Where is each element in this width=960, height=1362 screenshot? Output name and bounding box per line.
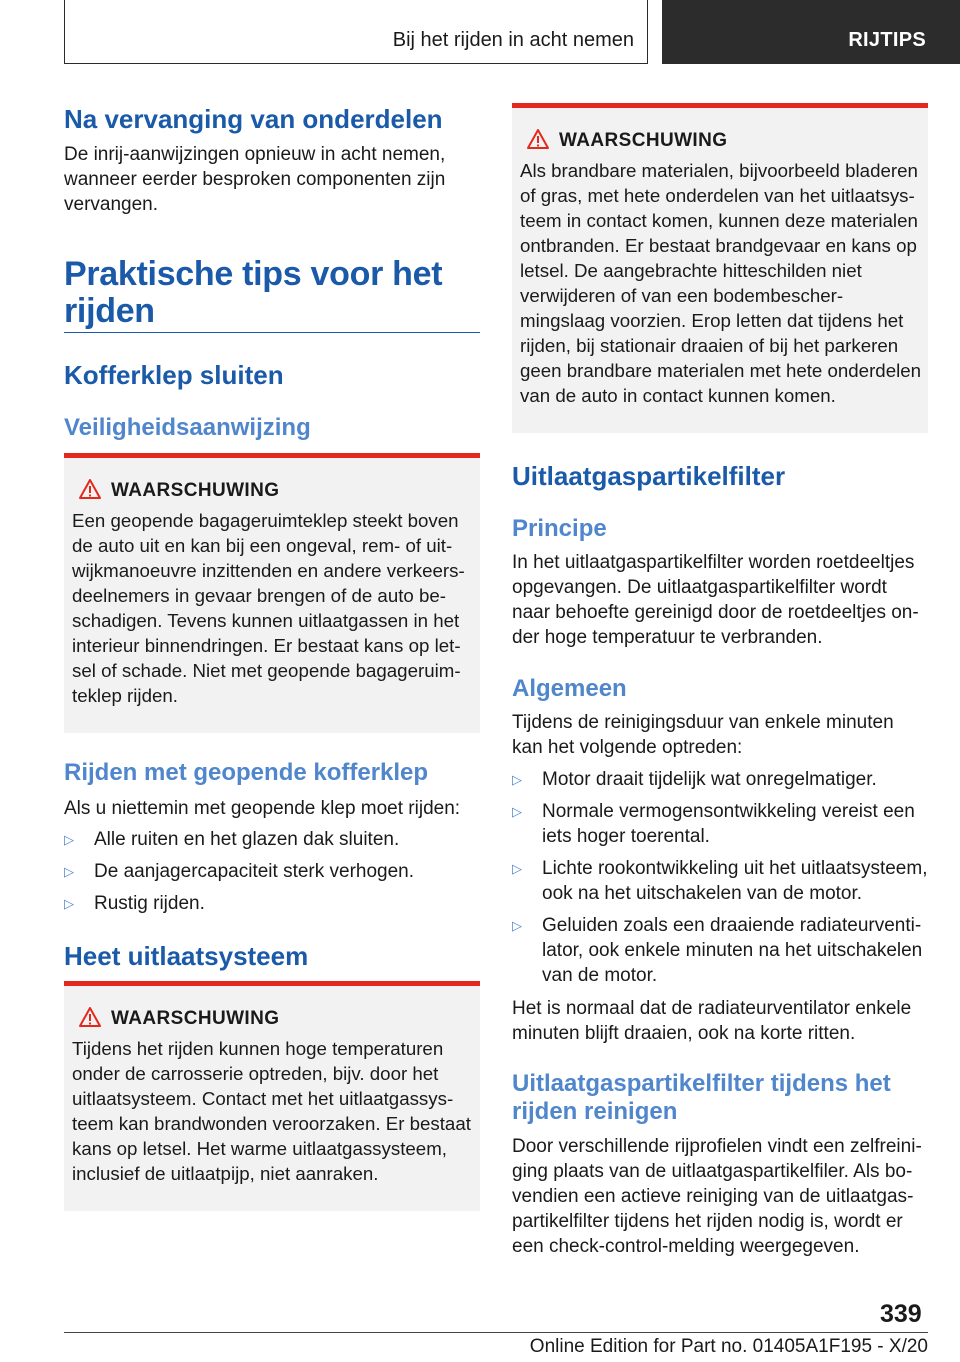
trunk-heading: Kofferklep sluiten (64, 360, 284, 390)
warning-header (520, 130, 922, 152)
header-section-title: Bij het rijden in acht nemen (392, 29, 634, 51)
warning-header (72, 480, 474, 502)
header-chapter-tab (662, 0, 960, 64)
replace-heading: Na vervanging van onderdelen (64, 104, 443, 134)
list-item: ▷ Alle ruiten en het glazen dak sluiten. (64, 829, 400, 850)
warning-box-flammable (512, 103, 928, 433)
bullet-triangle-icon: ▷ (64, 832, 74, 847)
general-intro: Tijdens de reinigingsduur van enkele minuten kan het volgende optreden: (512, 712, 894, 758)
list-item: ▷ Rustig rijden. (64, 893, 205, 914)
principle-text: In het uitlaatgaspartikelfilter worden roetdeeltjes opgevangen. De uitlaatgaspartikelfilter wordt naar behoefte gereinigd door de roetdeeltjes onder hoge temperatuur te verbranden. (512, 552, 919, 648)
open-trunk-intro: Als u niettemin met geopende klep moet rijden: (64, 798, 461, 819)
list-item: ▷ Geluiden zoals een draaiende radiateurventilator, ook enkele minuten na het uitschakelen van de motor. (512, 915, 923, 986)
warning-text: Tijdens het rijden kunnen hoge temperaturen onder de carrosserie optreden, bijv. door het uitlaatsysteem. Contact met het uitlaatgassysteem kan brandwonden veroorzaken. Er bestaat kans op letsel. Het warme uitlaatgassysteem, inclusief de uitlaatpijp, niet aanraken. (72, 1038, 471, 1184)
bullet-triangle-icon: ▷ (512, 804, 522, 819)
bullet-triangle-icon: ▷ (512, 918, 522, 933)
warning-triangle-icon (78, 478, 102, 500)
warning-text: Een geopende bagageruimteklep steekt boven de auto uit en kan bij een ongeval, rem- of uitwijkmanoeuvre inzittenden en andere verkeersdeelnemers in gevaar brengen of de auto beschadigen. Tevens kunnen uitlaatgassen in het interieur binnendringen. Er bestaat kans op letsel of schade. Niet met geopende bagageruimteklep rijden. (72, 510, 465, 706)
page-number: 339 (880, 1300, 922, 1328)
list-item: ▷ De aanjagercapaciteit sterk verhogen. (64, 861, 415, 882)
open-trunk-heading: Rijden met geopende kofferklep (64, 759, 429, 786)
footer-rule (64, 1332, 928, 1333)
filter-heading: Uitlaatgaspartikelfilter (512, 461, 786, 491)
footer-edition: Online Edition for Part no. 01405A1F195 - X/20 (529, 1336, 928, 1357)
warning-triangle-icon (78, 1006, 102, 1028)
list-item: ▷ Motor draait tijdelijk wat onregelmatiger. (512, 769, 877, 790)
exhaust-heading: Heet uitlaatsysteem (64, 941, 309, 971)
chapter-rule (64, 332, 480, 333)
bullet-triangle-icon: ▷ (512, 861, 522, 876)
principle-heading: Principe (512, 515, 607, 542)
cleaning-text: Door verschillende rijprofielen vindt een zelfreiniging plaats van de uitlaatgaspartikelfiler. Als bovendien een actieve reiniging van de uitlaatgaspartikelfilter tijdens het rijden nodig is, wordt er een check-control-melding weergegeven. (512, 1136, 922, 1257)
cleaning-heading: Uitlaatgaspartikelfilter tijdens het rijden reinigen (512, 1070, 891, 1125)
header-section-box (64, 0, 648, 64)
general-list (512, 767, 928, 995)
warning-box-exhaust (64, 981, 480, 1211)
bullet-triangle-icon: ▷ (64, 896, 74, 911)
general-heading: Algemeen (512, 675, 627, 702)
header-chapter-title: RIJTIPS (848, 29, 926, 51)
list-item: ▷ Lichte rookontwikkeling uit het uitlaatsysteem, ook na het uitschakelen van de motor. (512, 858, 928, 904)
safety-heading: Veiligheidsaanwijzing (64, 414, 311, 441)
warning-header (72, 1008, 474, 1030)
warning-label: WAARSCHUWING (111, 1008, 280, 1029)
warning-box-trunk (64, 453, 480, 733)
open-trunk-list (64, 827, 480, 923)
bullet-triangle-icon: ▷ (512, 772, 522, 787)
warning-label: WAARSCHUWING (559, 130, 728, 151)
chapter-heading: Praktische tips voor het rijden (64, 255, 443, 330)
warning-text: Als brandbare materialen, bijvoorbeeld bladeren of gras, met hete onderdelen van het uitlaatsysteem in contact komen, kunnen deze materialen ontbranden. Er bestaat brandgevaar en kans op letsel. De aangebrachte hitteschilden niet verwijderen of van een bodembeschermingslaag voorzien. Erop letten dat tijdens het rijden, bij stationair draaien of bij het parkeren geen brandbare materialen met hete onderdelen van de auto in contact kunnen komen. (520, 160, 922, 406)
replace-text: De inrij-aanwijzingen opnieuw in acht nemen, wanneer eerder besproken componenten zijn vervangen. (64, 144, 446, 215)
warning-triangle-icon (526, 128, 550, 150)
general-outro: Het is normaal dat de radiateurventilator enkele minuten blijft draaien, ook na korte ritten. (512, 998, 912, 1044)
bullet-triangle-icon: ▷ (64, 864, 74, 879)
warning-label: WAARSCHUWING (111, 480, 280, 501)
list-item: ▷ Normale vermogensontwikkeling vereist een iets hoger toerental. (512, 801, 915, 847)
